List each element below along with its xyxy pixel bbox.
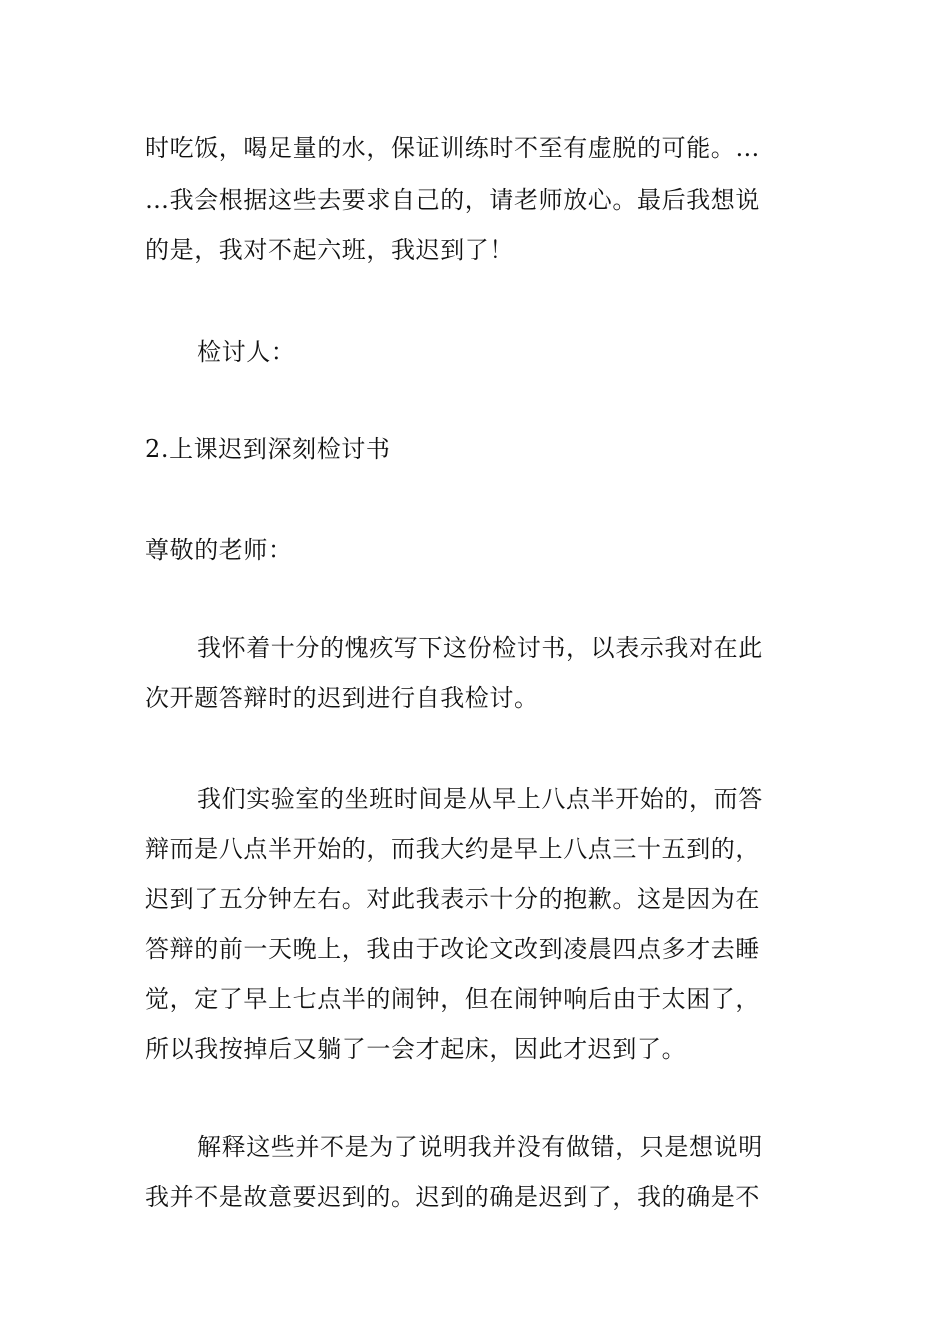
signature-label: 检讨人： (197, 338, 296, 366)
text-line: 我并不是故意要迟到的。迟到的确是迟到了，我的确是不 (145, 1183, 760, 1211)
text-line: 解释这些并不是为了说明我并没有做错，只是想说明 (197, 1133, 763, 1161)
text-line: 答辩的前一天晚上，我由于改论文改到凌晨四点多才去睡 (145, 935, 760, 963)
text-line: 的是，我对不起六班，我迟到了！ (145, 236, 514, 264)
text-line: 迟到了五分钟左右。对此我表示十分的抱歉。这是因为在 (145, 885, 760, 913)
greeting: 尊敬的老师： (145, 536, 293, 564)
text-line: 我怀着十分的愧疚写下这份检讨书，以表示我对在此 (197, 634, 763, 662)
section-title: 2.上课迟到深刻检讨书 (145, 435, 391, 463)
text-line: 觉，定了早上七点半的闹钟，但在闹钟响后由于太困了， (145, 985, 760, 1013)
text-line: 时吃饭，喝足量的水，保证训练时不至有虚脱的可能。… (145, 134, 760, 162)
text-line: 所以我按掉后又躺了一会才起床，因此才迟到了。 (145, 1035, 687, 1063)
text-line: 我们实验室的坐班时间是从早上八点半开始的，而答 (197, 785, 763, 813)
text-line: 次开题答辩时的迟到进行自我检讨。 (145, 684, 539, 712)
text-line: …我会根据这些去要求自己的，请老师放心。最后我想说 (145, 186, 760, 214)
text-line: 辩而是八点半开始的，而我大约是早上八点三十五到的， (145, 835, 760, 863)
